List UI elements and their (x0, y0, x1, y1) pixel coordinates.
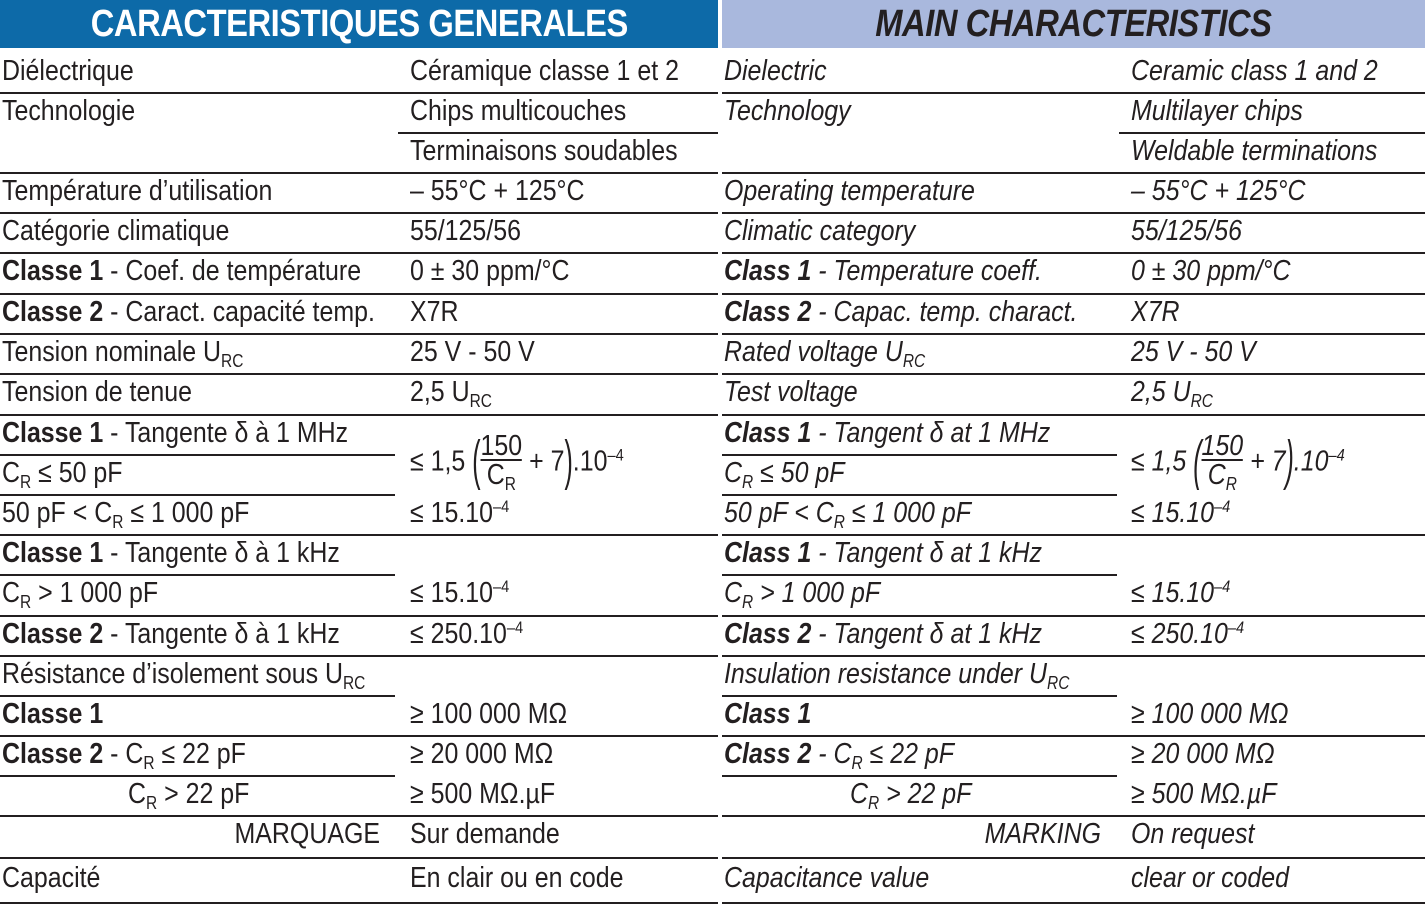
fr-test-label-text: Tension de tenue (2, 376, 192, 408)
fr-technology-value1 (410, 97, 626, 126)
fr-climatic-value-text: 55/125/56 (410, 215, 521, 247)
fr-tan2khz-exp: –4 (506, 618, 524, 637)
en-formula-c: .10 (1293, 445, 1329, 478)
en-divider (722, 293, 1425, 295)
fr-rated-value-text: 25 V - 50 V (410, 336, 535, 368)
fr-tan2khz-value (410, 620, 523, 649)
en-tan2khz-label (724, 620, 1042, 649)
en-class2caract-label (724, 298, 1078, 327)
fr-capacity-label-text: Capacité (2, 862, 101, 894)
en-crgt1000-value-text: ≤ 15.10 (1131, 577, 1215, 609)
fr-cr1000-sub: R (112, 512, 124, 532)
fr-insul2-sub: R (143, 753, 155, 773)
fr-insul3-label (128, 778, 250, 813)
en-divider (722, 333, 1425, 335)
en-formula (1131, 430, 1345, 494)
en-divider (722, 373, 1425, 375)
fr-dielectric-value-text: Céramique classe 1 et 2 (410, 55, 679, 87)
en-insul2-mid: - C (811, 738, 852, 770)
fr-climatic-label-text: Catégorie climatique (2, 215, 230, 247)
en-formula-paren-left: ( (1193, 430, 1202, 492)
fr-divider (0, 574, 395, 576)
en-class2caract-value-text: X7R (1131, 296, 1180, 328)
en-temp-label (724, 177, 975, 206)
fr-marking-label (2, 820, 380, 849)
fr-insul1-value-text: ≥ 100 000 MΩ (410, 698, 568, 730)
fr-cr50-label (2, 457, 123, 492)
en-formula-den: C (1207, 459, 1226, 491)
en-insul1-value (1131, 700, 1288, 729)
en-divider (1119, 132, 1425, 134)
fr-insul3-sub: R (146, 793, 158, 813)
en-formula-exp: –4 (1328, 445, 1345, 465)
fr-formula-paren-right: ) (564, 430, 573, 492)
fr-cr1000-value (410, 499, 509, 528)
fr-insul2-bold: Classe 2 (2, 738, 104, 770)
en-marking-label (724, 820, 1101, 849)
fr-rated-sub: RC (221, 351, 244, 371)
fr-tan2khz-value-text: ≤ 250.10 (410, 618, 507, 650)
fr-cr1000-value-text: ≤ 15.10 (410, 497, 494, 529)
en-insul-label (724, 658, 1070, 693)
fr-divider (0, 902, 718, 904)
en-insul3-post: > 22 pF (879, 778, 972, 810)
en-technology-value2 (1131, 137, 1377, 166)
fr-temp-label (2, 177, 272, 206)
fr-divider (0, 212, 718, 214)
fr-dielectric-label-text: Diélectrique (2, 55, 134, 87)
fr-divider (0, 735, 718, 737)
fr-header (0, 0, 718, 48)
fr-crgt1000-post: > 1 000 pF (31, 577, 159, 609)
fr-capacity-label (2, 864, 100, 893)
en-divider (722, 655, 1425, 657)
fr-insul1-bold: Classe 1 (2, 698, 104, 730)
fr-divider (0, 333, 718, 335)
fr-divider (0, 414, 718, 416)
en-insul3-sub: R (868, 793, 880, 813)
en-cr1000-value (1131, 499, 1230, 528)
en-class1coef-label-text: - Temperature coeff. (811, 255, 1042, 287)
en-insul2-bold: Class 2 (724, 738, 812, 770)
en-divider (722, 212, 1425, 214)
fr-formula-exp: –4 (607, 445, 624, 465)
en-cr1000-post: ≤ 1 000 pF (844, 497, 971, 529)
en-tan1mhz-bold: Class 1 (724, 417, 812, 449)
fr-insul-label-text: Résistance d’isolement sous U (2, 658, 344, 690)
en-dielectric-value (1131, 57, 1378, 86)
en-divider (722, 574, 1117, 576)
en-tan2khz-bold: Class 2 (724, 618, 812, 650)
fr-test-value (410, 376, 492, 411)
en-climatic-value-text: 55/125/56 (1131, 215, 1242, 247)
en-formula-fraction (1201, 430, 1244, 494)
en-insul-sub: RC (1047, 673, 1070, 693)
fr-formula-numerator: 150 (480, 430, 523, 462)
fr-class1coef-value-text: 0 ± 30 ppm/°C (410, 255, 570, 287)
fr-divider (0, 615, 718, 617)
en-tan1khz-label (724, 539, 1042, 568)
en-cr1000-value-text: ≤ 15.10 (1131, 497, 1215, 529)
fr-formula-b: + 7 (522, 445, 565, 478)
fr-cr1000-pre: 50 pF < C (2, 497, 113, 529)
en-rated-sub: RC (902, 351, 926, 371)
fr-insul1-value (410, 700, 567, 729)
en-crgt1000-value (1131, 579, 1230, 608)
en-test-value-text: 2,5 U (1131, 376, 1191, 408)
en-capacity-label-text: Capacitance value (724, 862, 930, 894)
fr-divider (0, 172, 718, 174)
en-tan1mhz-label-text: - Tangent δ at 1 MHz (811, 417, 1051, 449)
fr-divider (0, 494, 395, 496)
en-formula-den-sub: R (1225, 474, 1237, 494)
fr-cr1000-exp: –4 (493, 497, 510, 516)
en-class2caract-label-text: - Capac. temp. charact. (811, 296, 1078, 328)
fr-class1coef-value (410, 257, 570, 286)
fr-tan1khz-bold: Classe 1 (2, 537, 104, 569)
fr-header-text: CARACTERISTIQUES GENERALES (90, 2, 628, 45)
fr-crgt1000-sub: R (20, 592, 32, 612)
en-divider (722, 902, 1425, 904)
fr-technology-value2 (410, 137, 678, 166)
en-crgt1000-pre: C (724, 577, 743, 609)
en-class1coef-label (724, 257, 1042, 286)
fr-class2caract-label-text: - Caract. capacité temp. (103, 296, 375, 328)
en-technology-label-text: Technology (724, 95, 851, 127)
fr-insul1-label (2, 700, 103, 729)
fr-test-value-text: 2,5 U (410, 376, 470, 408)
en-crgt1000-sub: R (742, 592, 754, 612)
fr-divider (0, 857, 718, 859)
fr-tan1mhz-label-text: - Tangente δ à 1 MHz (103, 417, 349, 449)
fr-insul3-post: > 22 pF (157, 778, 250, 810)
en-tan2khz-value-text: ≤ 250.10 (1131, 618, 1228, 650)
en-header-text: MAIN CHARACTERISTICS (875, 2, 1272, 45)
en-test-value (1131, 376, 1213, 411)
en-crgt1000-label (724, 577, 881, 612)
fr-cr1000-post: ≤ 1 000 pF (123, 497, 250, 529)
en-test-label-text: Test voltage (724, 376, 858, 408)
fr-tan1mhz-label (2, 419, 348, 448)
fr-formula (410, 430, 624, 494)
fr-rated-label-text: Tension nominale U (2, 336, 222, 368)
fr-class1coef-bold: Classe 1 (2, 255, 104, 287)
en-cr50-label (724, 457, 845, 492)
en-insul3-value-text: ≥ 500 MΩ.µF (1131, 778, 1277, 810)
en-divider (722, 454, 1117, 456)
fr-crgt1000-label (2, 577, 159, 612)
fr-crgt1000-value (410, 579, 509, 608)
fr-class2caract-bold: Classe 2 (2, 296, 104, 328)
en-capacity-value-text: clear or coded (1131, 862, 1290, 894)
fr-insul3-value-text: ≥ 500 MΩ.µF (410, 778, 556, 810)
fr-marking-value-text: Sur demande (410, 818, 560, 850)
fr-test-label (2, 378, 192, 407)
en-cr50-post: ≤ 50 pF (753, 457, 845, 489)
en-temp-value (1131, 177, 1306, 206)
fr-temp-label-text: Température d’utilisation (2, 175, 273, 207)
fr-formula-fraction (480, 430, 523, 494)
fr-test-value-sub: RC (469, 391, 492, 411)
fr-insul-label (2, 658, 366, 693)
fr-cr50-post: ≤ 50 pF (31, 457, 123, 489)
en-divider (722, 775, 1117, 777)
fr-divider (0, 252, 718, 254)
fr-climatic-value (410, 217, 521, 246)
en-technology-label (724, 97, 851, 126)
en-divider (722, 815, 1425, 817)
en-class1coef-bold: Class 1 (724, 255, 812, 287)
en-rated-value-text: 25 V - 50 V (1131, 336, 1256, 368)
en-formula-b: + 7 (1243, 445, 1286, 478)
en-dielectric-label (724, 57, 827, 86)
fr-divider (0, 534, 718, 536)
fr-insul2-value (410, 740, 553, 769)
en-insul2-value (1131, 740, 1275, 769)
en-marking-label-text: MARKING (984, 818, 1101, 850)
fr-crgt1000-value-text: ≤ 15.10 (410, 577, 494, 609)
fr-insul-sub: RC (343, 673, 366, 693)
en-tan2khz-exp: –4 (1227, 618, 1245, 637)
en-climatic-label (724, 217, 915, 246)
en-insul2-label (724, 738, 955, 773)
fr-formula-paren-left: ( (472, 430, 481, 492)
en-class2caract-value (1131, 298, 1180, 327)
fr-formula-c: .10 (572, 445, 608, 478)
en-cr1000-pre: 50 pF < C (724, 497, 834, 529)
fr-formula-den-sub: R (504, 474, 516, 494)
fr-marking-value (410, 820, 560, 849)
fr-cr50-pre: C (2, 457, 21, 489)
en-technology-value1-text: Multilayer chips (1131, 95, 1303, 127)
en-cr1000-sub: R (833, 512, 845, 532)
fr-tan2khz-bold: Classe 2 (2, 618, 104, 650)
fr-temp-value (410, 177, 585, 206)
en-insul1-bold: Class 1 (724, 698, 812, 730)
en-class2caract-bold: Class 2 (724, 296, 812, 328)
fr-divider (0, 775, 395, 777)
en-climatic-label-text: Climatic category (724, 215, 916, 247)
fr-divider (0, 815, 718, 817)
en-cr50-pre: C (724, 457, 743, 489)
fr-technology-value1-text: Chips multicouches (410, 95, 627, 127)
en-rated-label (724, 336, 926, 371)
en-insul1-label (724, 700, 811, 729)
fr-rated-value (410, 338, 535, 367)
en-dielectric-label-text: Dielectric (724, 55, 827, 87)
fr-class2caract-value-text: X7R (410, 296, 459, 328)
en-tan1khz-label-text: - Tangent δ at 1 kHz (811, 537, 1042, 569)
en-climatic-value (1131, 217, 1242, 246)
en-divider (722, 857, 1425, 859)
fr-divider (0, 695, 395, 697)
fr-class2caract-label (2, 298, 375, 327)
fr-class1coef-label (2, 257, 361, 286)
en-test-value-sub: RC (1190, 391, 1213, 411)
en-temp-value-text: – 55°C + 125°C (1131, 175, 1306, 207)
en-divider (722, 494, 1117, 496)
fr-tan2khz-label (2, 620, 340, 649)
en-divider (722, 735, 1425, 737)
fr-tan1mhz-bold: Classe 1 (2, 417, 104, 449)
fr-cr1000-label (2, 497, 250, 532)
fr-tan1khz-label (2, 539, 340, 568)
en-formula-numerator: 150 (1201, 430, 1244, 462)
en-insul3-pre: C (850, 778, 869, 810)
en-insul2-sub: R (851, 753, 863, 773)
en-cr50-sub: R (742, 472, 754, 492)
fr-insul3-pre: C (128, 778, 147, 810)
fr-insul2-label (2, 738, 246, 773)
en-formula-a: ≤ 1,5 (1131, 445, 1194, 478)
en-divider (722, 92, 1425, 94)
fr-class2caract-value (410, 298, 459, 327)
en-technology-value1 (1131, 97, 1303, 126)
en-insul2-post: ≤ 22 pF (862, 738, 955, 770)
en-formula-paren-right: ) (1285, 430, 1294, 492)
en-tan2khz-value (1131, 620, 1244, 649)
en-tan1mhz-label (724, 419, 1050, 448)
en-cr1000-label (724, 497, 971, 532)
fr-insul3-value (410, 780, 555, 809)
en-marking-value (1131, 820, 1254, 849)
fr-dielectric-label (2, 57, 134, 86)
en-dielectric-value-text: Ceramic class 1 and 2 (1131, 55, 1378, 87)
en-temp-label-text: Operating temperature (724, 175, 975, 207)
fr-technology-value2-text: Terminaisons soudables (410, 135, 678, 167)
en-insul3-label (850, 778, 972, 813)
en-class1coef-value (1131, 257, 1291, 286)
fr-temp-value-text: – 55°C + 125°C (410, 175, 585, 207)
fr-divider (0, 92, 718, 94)
fr-cr50-sub: R (20, 472, 32, 492)
fr-divider (0, 454, 395, 456)
en-marking-value-text: On request (1131, 818, 1255, 850)
en-crgt1000-post: > 1 000 pF (753, 577, 881, 609)
fr-insul2-post: ≤ 22 pF (154, 738, 246, 770)
en-divider (722, 615, 1425, 617)
fr-crgt1000-exp: –4 (493, 577, 510, 596)
en-rated-label-text: Rated voltage U (724, 336, 903, 368)
fr-dielectric-value (410, 57, 679, 86)
en-divider (722, 534, 1425, 536)
fr-divider (398, 132, 718, 134)
fr-divider (0, 373, 718, 375)
fr-divider (0, 293, 718, 295)
fr-formula-denominator (481, 459, 523, 494)
fr-marking-label-text: MARQUAGE (234, 818, 380, 850)
en-cr1000-exp: –4 (1214, 497, 1231, 516)
fr-insul2-mid: - C (103, 738, 144, 770)
en-insul1-value-text: ≥ 100 000 MΩ (1131, 698, 1289, 730)
fr-formula-den: C (486, 459, 505, 491)
en-tan1khz-bold: Class 1 (724, 537, 812, 569)
en-capacity-value (1131, 864, 1289, 893)
en-insul2-value-text: ≥ 20 000 MΩ (1131, 738, 1275, 770)
en-divider (722, 252, 1425, 254)
fr-insul2-value-text: ≥ 20 000 MΩ (410, 738, 554, 770)
en-tan2khz-label-text: - Tangent δ at 1 kHz (811, 618, 1042, 650)
fr-formula-a: ≤ 1,5 (410, 445, 473, 478)
fr-tan2khz-label-text: - Tangente δ à 1 kHz (103, 618, 340, 650)
fr-class1coef-label-text: - Coef. de température (103, 255, 362, 287)
en-header (722, 0, 1425, 48)
fr-climatic-label (2, 217, 229, 246)
en-formula-denominator (1202, 459, 1244, 494)
fr-technology-label (2, 97, 135, 126)
en-divider (722, 695, 1117, 697)
en-rated-value (1131, 338, 1256, 367)
en-class1coef-value-text: 0 ± 30 ppm/°C (1131, 255, 1291, 287)
fr-technology-label-text: Technologie (2, 95, 136, 127)
fr-rated-label (2, 336, 244, 371)
fr-capacity-value-text: En clair ou en code (410, 862, 624, 894)
fr-capacity-value (410, 864, 624, 893)
en-divider (722, 172, 1425, 174)
en-insul-label-text: Insulation resistance under U (724, 658, 1048, 690)
en-test-label (724, 378, 858, 407)
en-crgt1000-exp: –4 (1214, 577, 1231, 596)
fr-crgt1000-pre: C (2, 577, 21, 609)
en-capacity-label (724, 864, 929, 893)
en-insul3-value (1131, 780, 1276, 809)
en-divider (722, 414, 1425, 416)
en-technology-value2-text: Weldable terminations (1131, 135, 1378, 167)
fr-tan1khz-label-text: - Tangente δ à 1 kHz (103, 537, 340, 569)
fr-divider (0, 655, 718, 657)
